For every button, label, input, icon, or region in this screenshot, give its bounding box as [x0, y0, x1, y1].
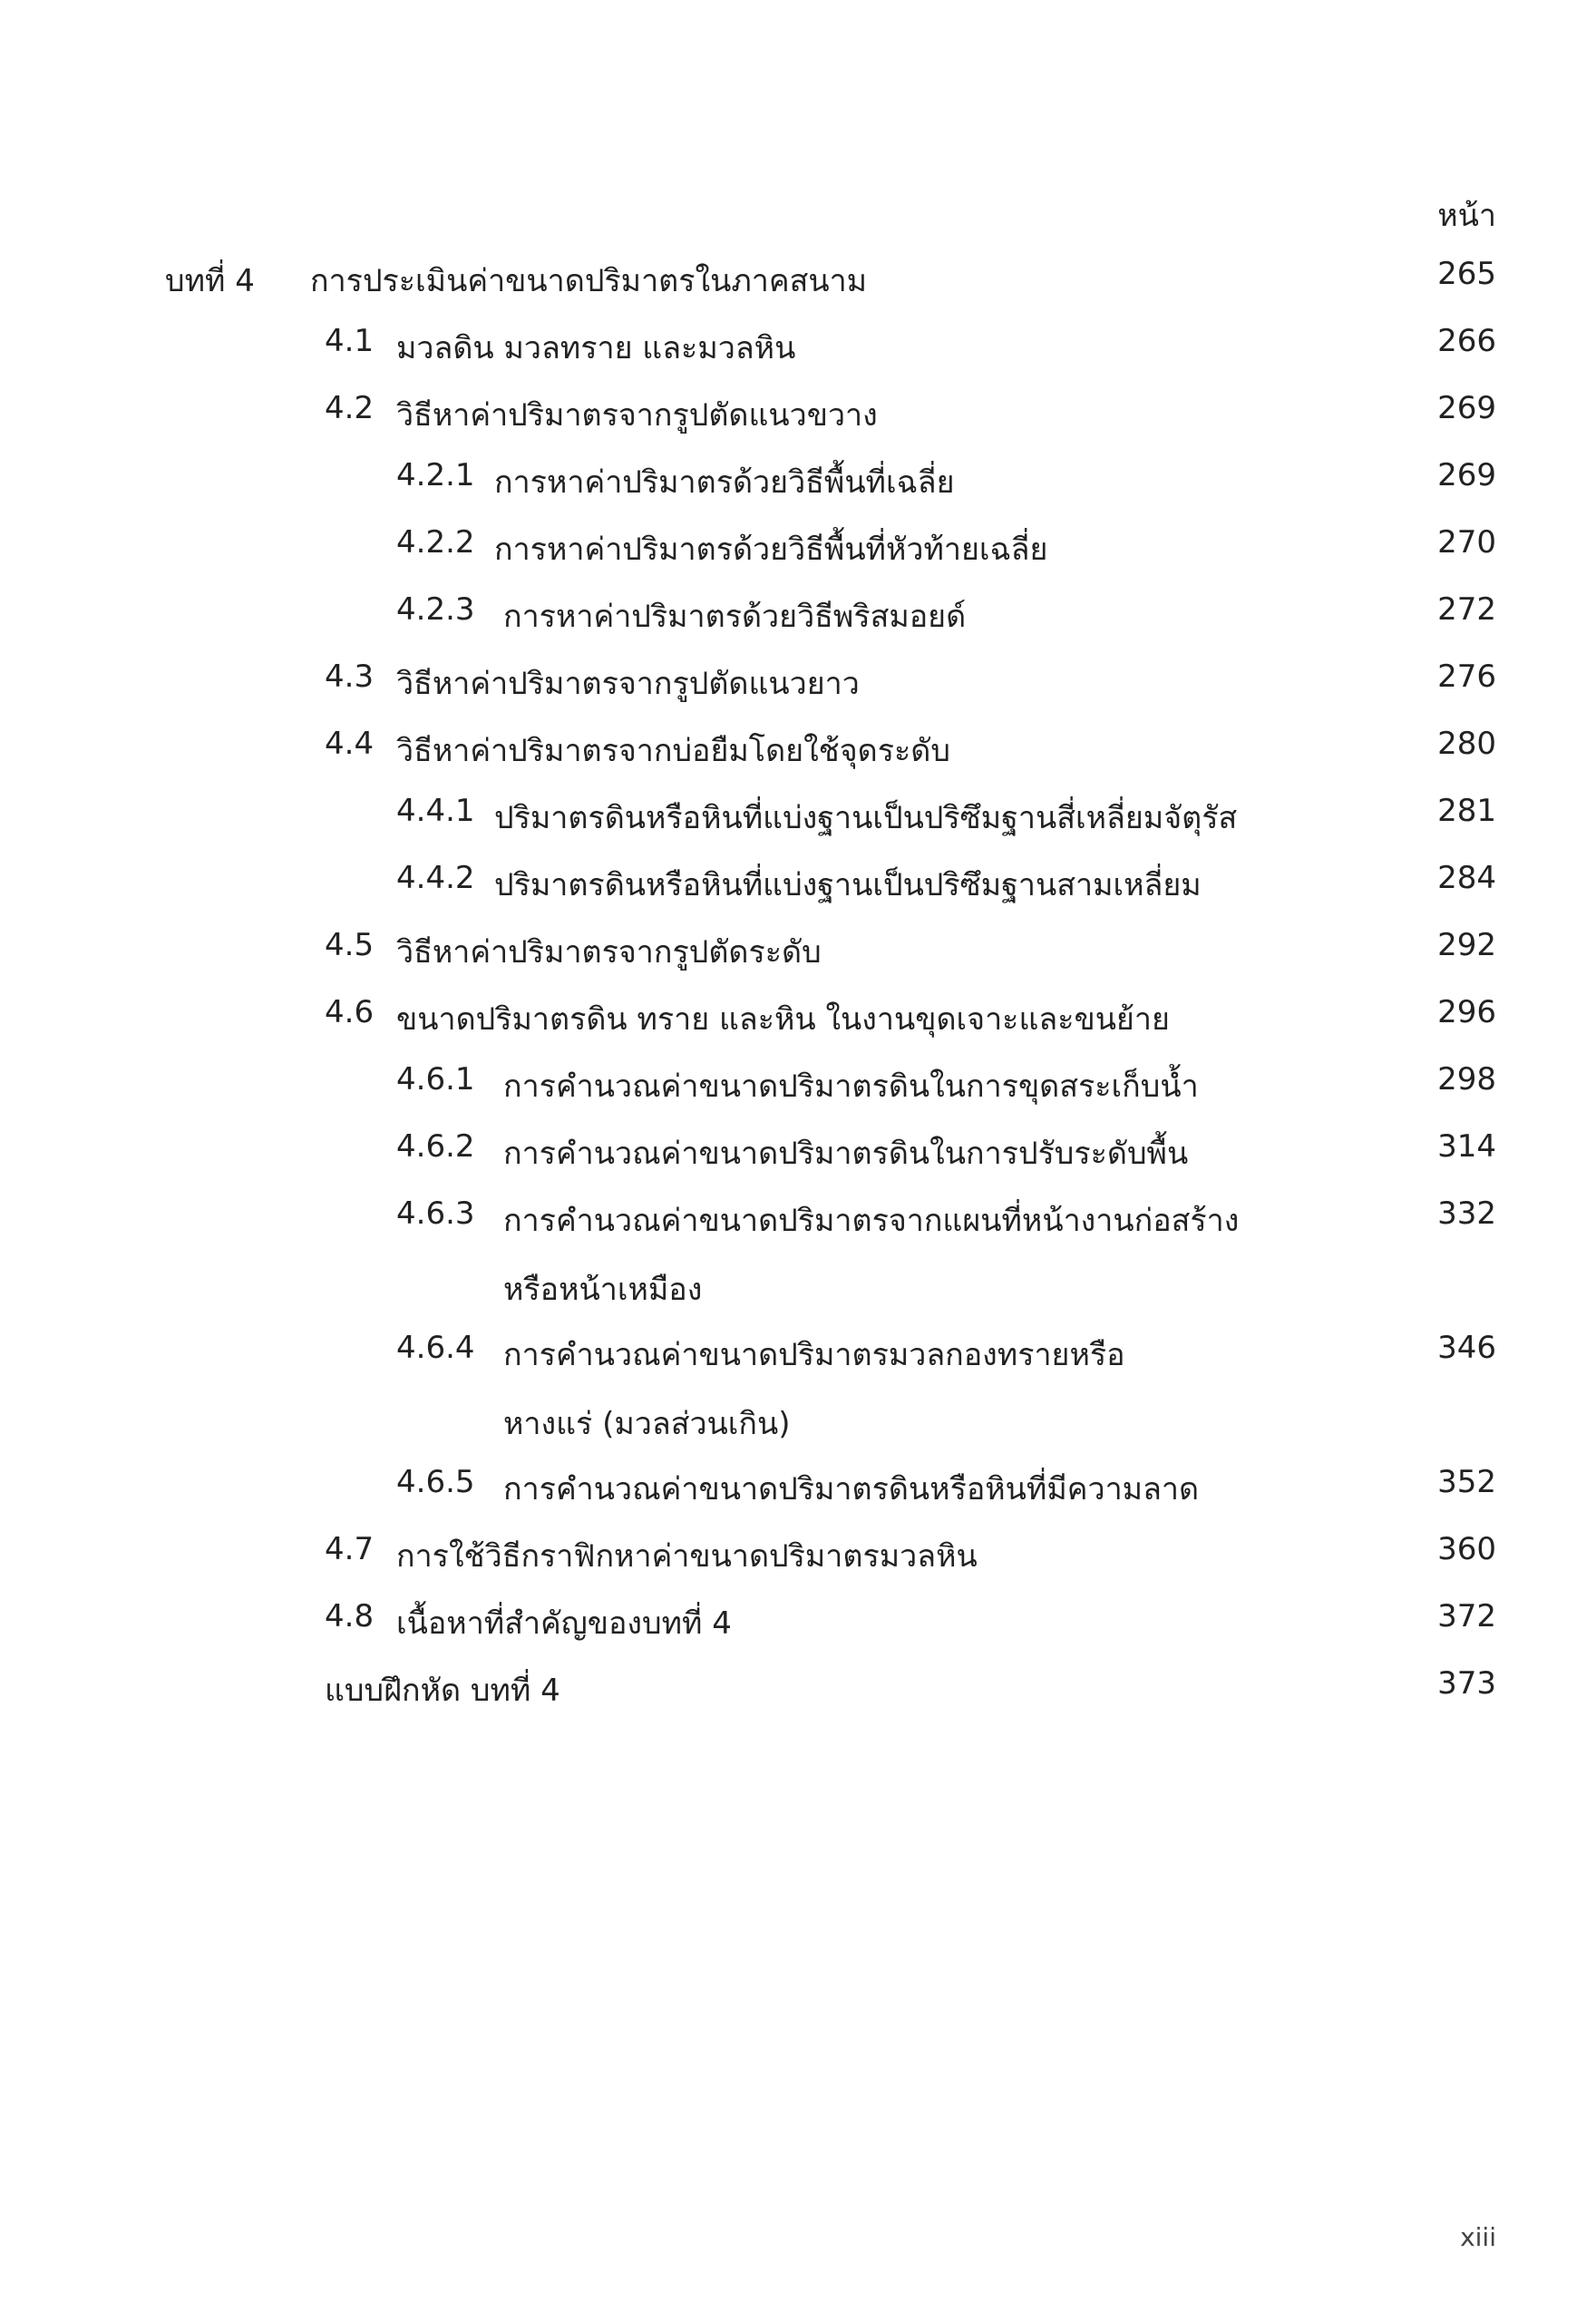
entry-page: 269 [1437, 457, 1496, 493]
toc-entry-4-3[interactable] [0, 659, 1596, 726]
toc-entry-4-1[interactable] [0, 323, 1596, 390]
entry-number: 4.6.2 [396, 1128, 475, 1165]
toc-chapter-row[interactable] [0, 256, 1596, 323]
entry-number: 4.6.5 [396, 1464, 475, 1500]
entry-number: 4.1 [325, 323, 375, 359]
toc-entry-4-5[interactable] [0, 927, 1596, 994]
entry-number: 4.6.4 [396, 1330, 475, 1366]
entry-title: การหาค่าปริมาตรด้วยวิธีพริสมอยด์ [503, 599, 967, 635]
chapter-label: บทที่ 4 [165, 263, 255, 299]
chapter-title: การประเมินค่าขนาดปริมาตรในภาคสนาม [310, 263, 868, 299]
toc-entry-4-6-3[interactable] [0, 1195, 1596, 1330]
entry-page: 373 [1437, 1665, 1496, 1702]
entry-title: วิธีหาค่าปริมาตรจากรูปตัดแนวขวาง [396, 397, 878, 434]
entry-number: 4.2.1 [396, 457, 475, 493]
page-number: xiii [1460, 2222, 1496, 2252]
toc-entry-4-2-3[interactable] [0, 591, 1596, 659]
page-column-label: หน้า [1437, 198, 1496, 234]
entry-number: 4.8 [325, 1598, 375, 1634]
entry-title: การใช้วิธีกราฟิกหาค่าขนาดปริมาตรมวลหิน [396, 1538, 978, 1575]
entry-page: 346 [1437, 1330, 1496, 1366]
toc-entry-4-8[interactable] [0, 1598, 1596, 1665]
entry-number: 4.2.2 [396, 524, 475, 561]
toc-entry-4-4[interactable] [0, 726, 1596, 793]
entry-title: การคำนวณค่าขนาดปริมาตรดินหรือหินที่มีความลาด [503, 1471, 1200, 1507]
entry-number: 4.2.3 [396, 591, 475, 628]
entry-title: การหาค่าปริมาตรด้วยวิธีพื้นที่หัวท้ายเฉลี่ย [494, 532, 1048, 568]
entry-page: 352 [1437, 1464, 1496, 1500]
entry-page: 272 [1437, 591, 1496, 628]
entry-number: 4.5 [325, 927, 375, 963]
entry-title-line1: การคำนวณค่าขนาดปริมาตรจากแผนที่หน้างานก่อสร้าง [503, 1203, 1240, 1239]
entry-number: 4.4.2 [396, 860, 475, 896]
entry-page: 269 [1437, 390, 1496, 426]
entry-title: วิธีหาค่าปริมาตรจากรูปตัดแนวยาว [396, 666, 860, 702]
entry-number: 4.2 [325, 390, 375, 426]
entry-page: 360 [1437, 1531, 1496, 1567]
entry-page: 292 [1437, 927, 1496, 963]
entry-page: 284 [1437, 860, 1496, 896]
entry-number: 4.4.1 [396, 793, 475, 829]
entry-title [503, 1330, 1125, 1448]
entry-title-line2: หรือหน้าเหมือง [503, 1272, 703, 1308]
toc-entry-exercise[interactable] [0, 1665, 1596, 1732]
entry-page: 270 [1437, 524, 1496, 561]
entry-number: 4.6.3 [396, 1195, 475, 1232]
entry-title: วิธีหาค่าปริมาตรจากรูปตัดระดับ [396, 934, 822, 971]
entry-page: 332 [1437, 1195, 1496, 1232]
entry-title: วิธีหาค่าปริมาตรจากบ่อยืมโดยใช้จุดระดับ [396, 733, 950, 769]
entry-page: 266 [1437, 323, 1496, 359]
toc-entry-4-6-5[interactable] [0, 1464, 1596, 1531]
entry-title-line1: การคำนวณค่าขนาดปริมาตรมวลกองทรายหรือ [503, 1337, 1125, 1373]
toc-entry-4-7[interactable] [0, 1531, 1596, 1598]
entry-title: ปริมาตรดินหรือหินที่แบ่งฐานเป็นปริซึมฐานสามเหลี่ยม [494, 867, 1202, 903]
entry-title: การคำนวณค่าขนาดปริมาตรดินในการปรับระดับพื้น [503, 1136, 1189, 1172]
entry-page: 314 [1437, 1128, 1496, 1165]
entry-title-line2: หางแร่ (มวลส่วนเกิน) [503, 1406, 791, 1442]
entry-title: มวลดิน มวลทราย และมวลหิน [396, 330, 796, 366]
entry-title: การหาค่าปริมาตรด้วยวิธีพื้นที่เฉลี่ย [494, 464, 955, 501]
entry-number: 4.6.1 [396, 1061, 475, 1098]
entry-title: การคำนวณค่าขนาดปริมาตรดินในการขุดสระเก็บน้ำ [503, 1068, 1199, 1105]
toc-entry-4-6-4[interactable] [0, 1330, 1596, 1464]
toc-entry-4-6-1[interactable] [0, 1061, 1596, 1128]
entry-number: 4.6 [325, 994, 375, 1030]
toc-entry-4-2-1[interactable] [0, 457, 1596, 524]
entry-page: 372 [1437, 1598, 1496, 1634]
entry-title: แบบฝึกหัด บทที่ 4 [325, 1673, 560, 1709]
entry-page: 280 [1437, 726, 1496, 762]
entry-number: 4.3 [325, 659, 375, 695]
entry-page: 298 [1437, 1061, 1496, 1098]
entry-number: 4.4 [325, 726, 375, 762]
entry-page: 276 [1437, 659, 1496, 695]
entry-title: ขนาดปริมาตรดิน ทราย และหิน ในงานขุดเจาะและขนย้าย [396, 1001, 1170, 1038]
toc-entry-4-4-1[interactable] [0, 793, 1596, 860]
toc-entry-4-6-2[interactable] [0, 1128, 1596, 1195]
toc-entry-4-4-2[interactable] [0, 860, 1596, 927]
entry-page: 281 [1437, 793, 1496, 829]
entry-title [503, 1195, 1239, 1313]
toc-entry-4-2[interactable] [0, 390, 1596, 457]
toc-entry-4-2-2[interactable] [0, 524, 1596, 591]
toc-entry-4-6[interactable] [0, 994, 1596, 1061]
entry-page: 296 [1437, 994, 1496, 1030]
entry-title: เนื้อหาที่สำคัญของบทที่ 4 [396, 1605, 732, 1642]
entry-title: ปริมาตรดินหรือหินที่แบ่งฐานเป็นปริซึมฐานสี่เหลี่ยมจัตุรัส [494, 800, 1238, 836]
chapter-page: 265 [1437, 256, 1496, 292]
entry-number: 4.7 [325, 1531, 375, 1567]
